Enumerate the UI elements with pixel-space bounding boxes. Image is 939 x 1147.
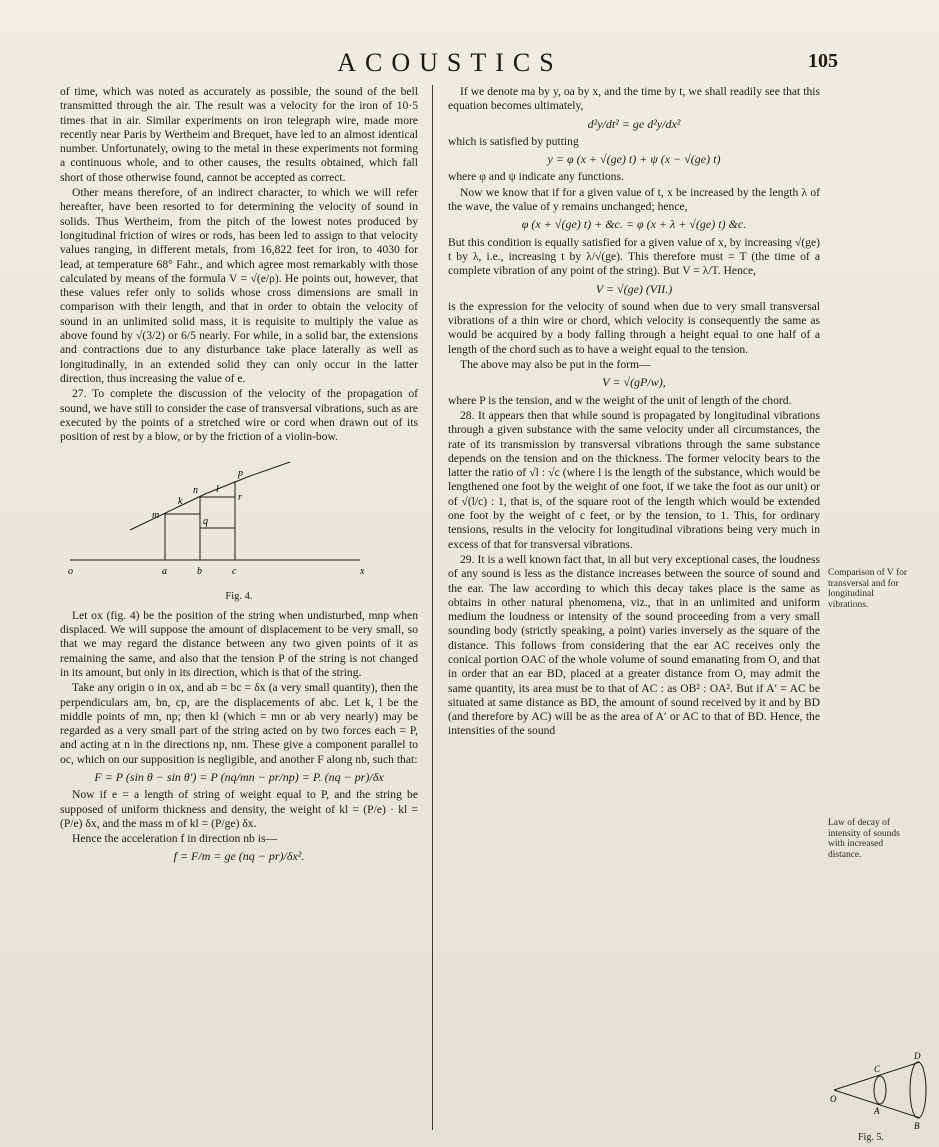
paragraph: Let ox (fig. 4) be the position of the string when undisturbed, mnp when displaced. We will suppose the amount of displacement to be very small, so that we may regard the distance between any two given points of it as remaining the same, and also that the tension P of the string is not changed in its amount, but only in its direction, which is that of the string. bbox=[60, 608, 418, 679]
fig5-label: A bbox=[874, 1106, 880, 1116]
paragraph: The above may also be put in the form— bbox=[460, 358, 651, 372]
fig4-label: p bbox=[238, 468, 243, 480]
figure-4 bbox=[60, 448, 418, 588]
fig4-label: l bbox=[216, 484, 219, 496]
fig5-label: D bbox=[914, 1051, 921, 1061]
fig4-label: o bbox=[68, 566, 73, 578]
figure-5-diagram bbox=[830, 1050, 930, 1130]
fig4-label: n bbox=[193, 485, 198, 497]
fig5-label: B bbox=[914, 1121, 920, 1130]
paragraph: 28. It appears then that while sound is propagated by longitudinal vibrations through a given substance with the same velocity under all circumstances, the rate of its transmission by transversal vibrations through the same substance depends on the tension and on the thickness. The former velocity bears to the latter the ratio of √l : √c (where l is the length of the substance, which would be lengthened one foot by the weight of one foot, if we take the foot as our unit) or of √(l/c) : 1, that is, of the square root of the length which would be extended one foot by the weight of c feet, or by the tension, to 1. This, for ordinary tensions, results in the velocity for longitudinal vibrations being very much in excess of that for transversal vibrations. bbox=[448, 408, 820, 551]
page-number: 105 bbox=[808, 50, 838, 72]
equation: f = F/m = ge (nq − pr)/δx². bbox=[173, 849, 305, 864]
ear-ac-ellipse bbox=[874, 1076, 886, 1104]
equation: y = φ (x + √(ge) t) + ψ (x − √(ge) t) bbox=[547, 152, 721, 167]
paragraph: where φ and ψ indicate any functions. bbox=[448, 170, 624, 184]
equation: V = √(gP/w), bbox=[602, 375, 666, 390]
fig4-label: r bbox=[238, 492, 242, 504]
figure-5-caption: Fig. 5. bbox=[858, 1132, 884, 1143]
column-divider bbox=[432, 85, 433, 1130]
fig4-label: m bbox=[152, 510, 160, 522]
paragraph: 29. It is a well known fact that, in all but very exceptional cases, the loudness of any sound is less as the distance increases between the source of sound and the ear. The law according to which this decay takes place is the same as obtains in other natural phenomena, viz., that in an unlimited and uniform medium the loudness or intensity of the sound proceeding from a very small sounding body (strictly speaking, a point) varies inversely as the square of the distance. This follows from considering that the ear AC receives only the conical portion OAC of the whole volume of sound emanating from O, and that in order that an ear BD, placed at a greater distance from O, may admit the same quantity, its area must be to that of AC : as OB² : OA². But if A′ = AC be situated at same distance as BD, the amount of sound received by it and by BD (and therefore by AC) will be as the area of A′ or AC to that of BD. Hence, the intensities of the sound bbox=[448, 552, 820, 738]
figure-4-caption: Fig. 4. bbox=[225, 591, 253, 603]
fig4-label: q bbox=[203, 516, 208, 528]
paragraph: of time, which was noted as accurately as possible, the sound of the bell transmitted through the air. The result was a velocity for the iron of 10·5 times that in air. Similar experiments on iron telegraph wire, made more recently near Paris by Wertheim and Brequet, have led to an almost identical number. Unfortunately, owing to the metal in these experiments not forming a continuous whole, and to other causes, the results obtained, which fall short of those otherwise found, cannot be accepted as correct. bbox=[60, 85, 418, 184]
fig4-label: c bbox=[232, 566, 237, 578]
running-title: ACOUSTICS bbox=[337, 48, 563, 77]
paragraph: 27. To complete the discussion of the velocity of the propagation of sound, we have still to consider the case of transversal vibrations, such as are executed by the points of a stretched wire or cord when drawn out of its position of rest by a blow, or by the friction of a violin-bow. bbox=[60, 387, 418, 444]
fig4-label: a bbox=[162, 566, 167, 578]
paragraph: But this condition is equally satisfied for a given value of x, by increasing √(ge) t by λ, i.e., increasing t by λ/√(ge). This therefore must = T (the time of a complete vibration of any point of the string). But V = λ/T. Hence, bbox=[448, 235, 820, 278]
equation: φ (x + √(ge) t) + &c. = φ (x + λ + √(ge) t) &c. bbox=[521, 217, 747, 232]
fig4-label: b bbox=[197, 566, 202, 578]
paragraph: Other means therefore, of an indirect character, to which we will refer hereafter, have been resorted to for determining the velocity of sound in solids. Thus Wertheim, from the pitch of the lowest notes produced by longitudinal friction of wires or rods, has been led to assign to that velocity values ranging, in different metals, from 16,822 feet for iron, to 4030 for lead, at temperature 68° Fahr., and which agree most remarkably with those calculated by means of the formula V = √(e/ρ). He points out, however, that these values refer only to solids whose cross dimensions are small in comparison with their length, and that in order to obtain the velocity of sound in an unlimited solid mass, it is requisite to multiply the value as above found by √(3/2) or 6/5 nearly. For while, in a solid bar, the extensions and contractions due to any disturbance take place laterally as well as longitudinally, in an extended solid they can only occur in the latter direction, thus increasing the value of e. bbox=[60, 186, 418, 385]
right-column bbox=[448, 85, 820, 1135]
equation: d²y/dt² = ge d²y/dx² bbox=[587, 116, 681, 131]
fig4-label: x bbox=[360, 566, 365, 578]
figure-4-diagram bbox=[60, 448, 418, 588]
paragraph: where P is the tension, and w the weight of the unit of length of the chord. bbox=[448, 393, 792, 407]
paragraph: Take any origin o in ox, and ab = bc = δx (a very small quantity), then the perpendiculars am, bn, cp, are the displacements of abc. Let k, l be the middle points of mn, np; then kl (which = mn or ab very nearly) may be regarded as a very small part of the string acted on by two forces each = P, and acting at n in the directions np, nm. These give a component parallel to oc, which on our supposition is negligible, and another F along nb, such that: bbox=[60, 681, 418, 766]
paragraph: If we denote ma by y, oa by x, and the time by t, we shall readily see that this equation becomes ultimately, bbox=[448, 85, 820, 113]
fig4-label: k bbox=[178, 496, 183, 508]
paragraph: which is satisfied by putting bbox=[448, 134, 579, 148]
paragraph: Hence the acceleration f in direction nb is— bbox=[72, 832, 278, 846]
paragraph: Now we know that if for a given value of t, x be increased by the length λ of the wave, the value of y remains unchanged; hence, bbox=[448, 185, 820, 214]
margin-note: Law of decay of intensity of sounds with increased distance. bbox=[828, 818, 900, 860]
left-column bbox=[60, 85, 418, 1135]
equation: V = √(ge) (VII.) bbox=[595, 281, 673, 296]
fig5-label: C bbox=[874, 1064, 881, 1074]
margin-note: Comparison of V for transversal and for longitudinal vibrations. bbox=[828, 568, 908, 610]
fig5-label: O bbox=[830, 1094, 837, 1104]
equation: F = P (sin θ − sin θ′) = P (nq/mn − pr/np) = P. (nq − pr)/δx bbox=[94, 769, 384, 784]
ear-bd-ellipse bbox=[910, 1062, 926, 1118]
paragraph: Now if e = a length of string of weight equal to P, and the string be supposed of uniform thickness and density, the weight of kl = (P/e) · kl = (P/e) δx, and the mass m of kl = (P/ge) δx. bbox=[60, 788, 418, 830]
paragraph: is the expression for the velocity of sound when due to very small transversal vibrations of a thin wire or chord, which velocity is consequently the same as would be acquired by a body falling through a height equal to one half of a length of the chord such as to have a weight equal to the tension. bbox=[448, 299, 820, 356]
